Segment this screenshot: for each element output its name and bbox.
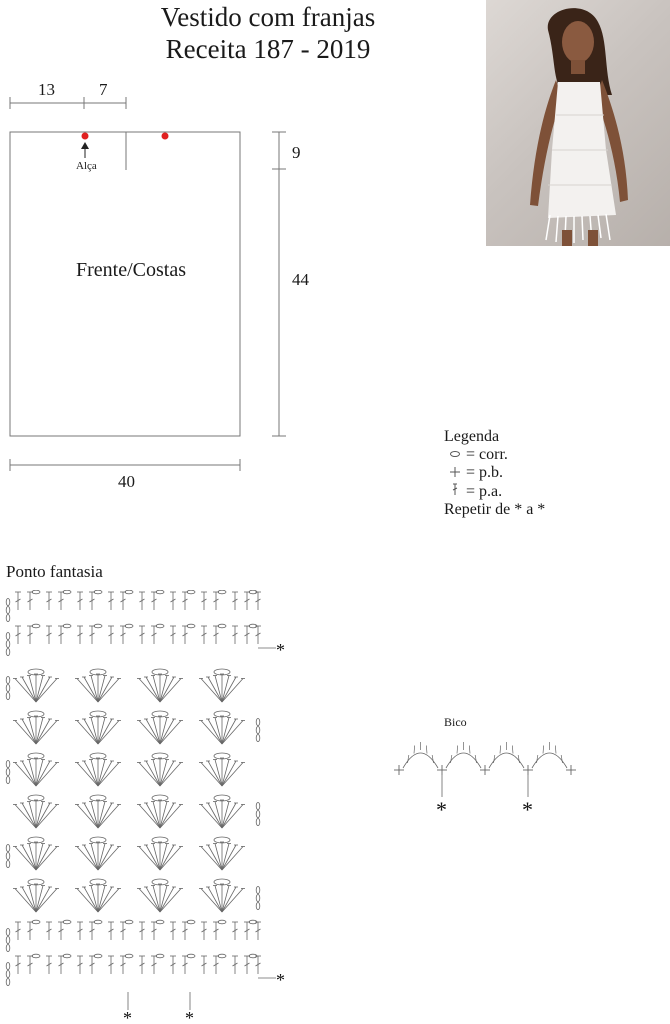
legend-item-chain [444,446,545,464]
strap-label: Alça [76,160,97,172]
edging-star-left: * [436,797,447,822]
fan-row [13,711,260,744]
legend-item-single-crochet [444,464,545,482]
stitch-chart [0,590,310,1024]
strap-marker-left [82,133,89,140]
model-photo [486,0,670,246]
dim-side-top: 9 [292,143,301,162]
edging-chart [385,735,585,825]
legend [444,428,545,519]
dc-row [6,624,285,660]
legend-item-double-crochet [444,482,545,501]
legend-text-single-crochet: = p.b. [466,464,504,481]
strap-arrow-icon [81,142,89,149]
edging-star-right: * [522,797,533,822]
fan-row [6,837,245,870]
dim-bottom: 40 [118,472,135,491]
double-crochet-icon [448,482,462,496]
dc-row [6,920,261,951]
legend-title: Legenda [444,428,500,445]
garment-schematic [0,70,330,500]
repeat-star-right: * [185,1008,194,1024]
piece-label: Frente/Costas [76,259,186,281]
recipe-number: Receita 187 - 2019 [165,34,371,64]
fan-row [13,879,260,912]
dim-top-right: 7 [99,80,108,99]
model-figure [486,0,670,246]
dc-row [6,954,285,990]
legend-text-chain: = corr. [466,446,508,463]
fan-row [6,669,245,702]
fan-row [13,795,260,828]
edging-chart-title: Bico [444,715,467,729]
dc-row [6,590,261,621]
repeat-note: Repetir de * a * [444,501,546,518]
dim-side-main: 44 [292,270,309,289]
dim-top-left: 13 [38,80,55,99]
stitch-chart-title: Ponto fantasia [6,562,103,581]
repeat-star: * [276,640,285,660]
page-title: Vestido com franjas [160,2,376,32]
fan-row [6,753,245,786]
edging-row [394,742,576,822]
single-crochet-plus-icon [448,465,462,477]
repeat-star: * [276,970,285,990]
strap-marker-right [162,133,169,140]
chain-oval-icon [448,447,462,459]
legend-text-double-crochet: = p.a. [466,483,503,500]
repeat-star-left: * [123,1008,132,1024]
